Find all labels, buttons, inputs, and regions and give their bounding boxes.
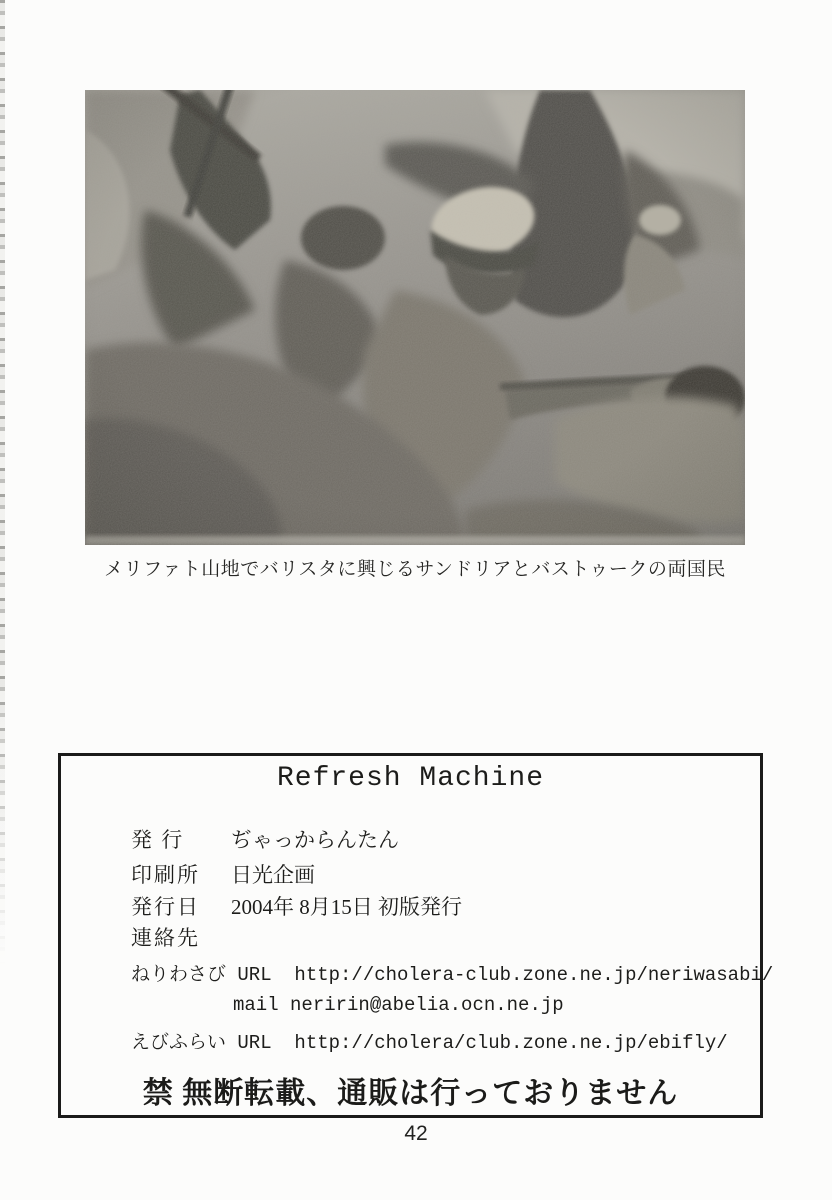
war-photo [85, 90, 745, 545]
publisher-row [61, 824, 760, 852]
row-label: 発行日 [131, 895, 200, 919]
war-photo-illustration [85, 90, 745, 545]
scan-edge-artifact [0, 0, 5, 985]
row-label: 発 行 [131, 828, 185, 852]
contact-url-neriwasabi: ねりわさび URL http://cholera-club.zone.ne.jp/neriwasabi/ [131, 964, 774, 986]
row-value: 2004年 8月15日 初版発行 [231, 895, 462, 919]
row-value: 日光企画 [231, 863, 315, 887]
contact-mail: mail neririn@abelia.ocn.ne.jp [233, 994, 564, 1016]
contact-header-row [61, 922, 760, 950]
photo-caption: メリファト山地でバリスタに興じるサンドリアとバストゥークの両国民 [104, 559, 726, 580]
page-number: 42 [404, 1122, 428, 1145]
colophon-title: Refresh Machine [276, 763, 545, 794]
issue-date-row [61, 891, 760, 919]
printer-row [61, 859, 760, 887]
contact-url-ebifly: えびふらい URL http://cholera/club.zone.ne.jp/ebifly/ [131, 1032, 728, 1054]
reprint-notice: 禁 無断転載、通販は行っておりません [142, 1077, 679, 1110]
row-label: 印刷所 [131, 863, 200, 887]
row-label: 連絡先 [131, 926, 200, 950]
colophon-box [58, 753, 774, 1118]
row-value: ぢゃっからんたん [231, 828, 399, 852]
